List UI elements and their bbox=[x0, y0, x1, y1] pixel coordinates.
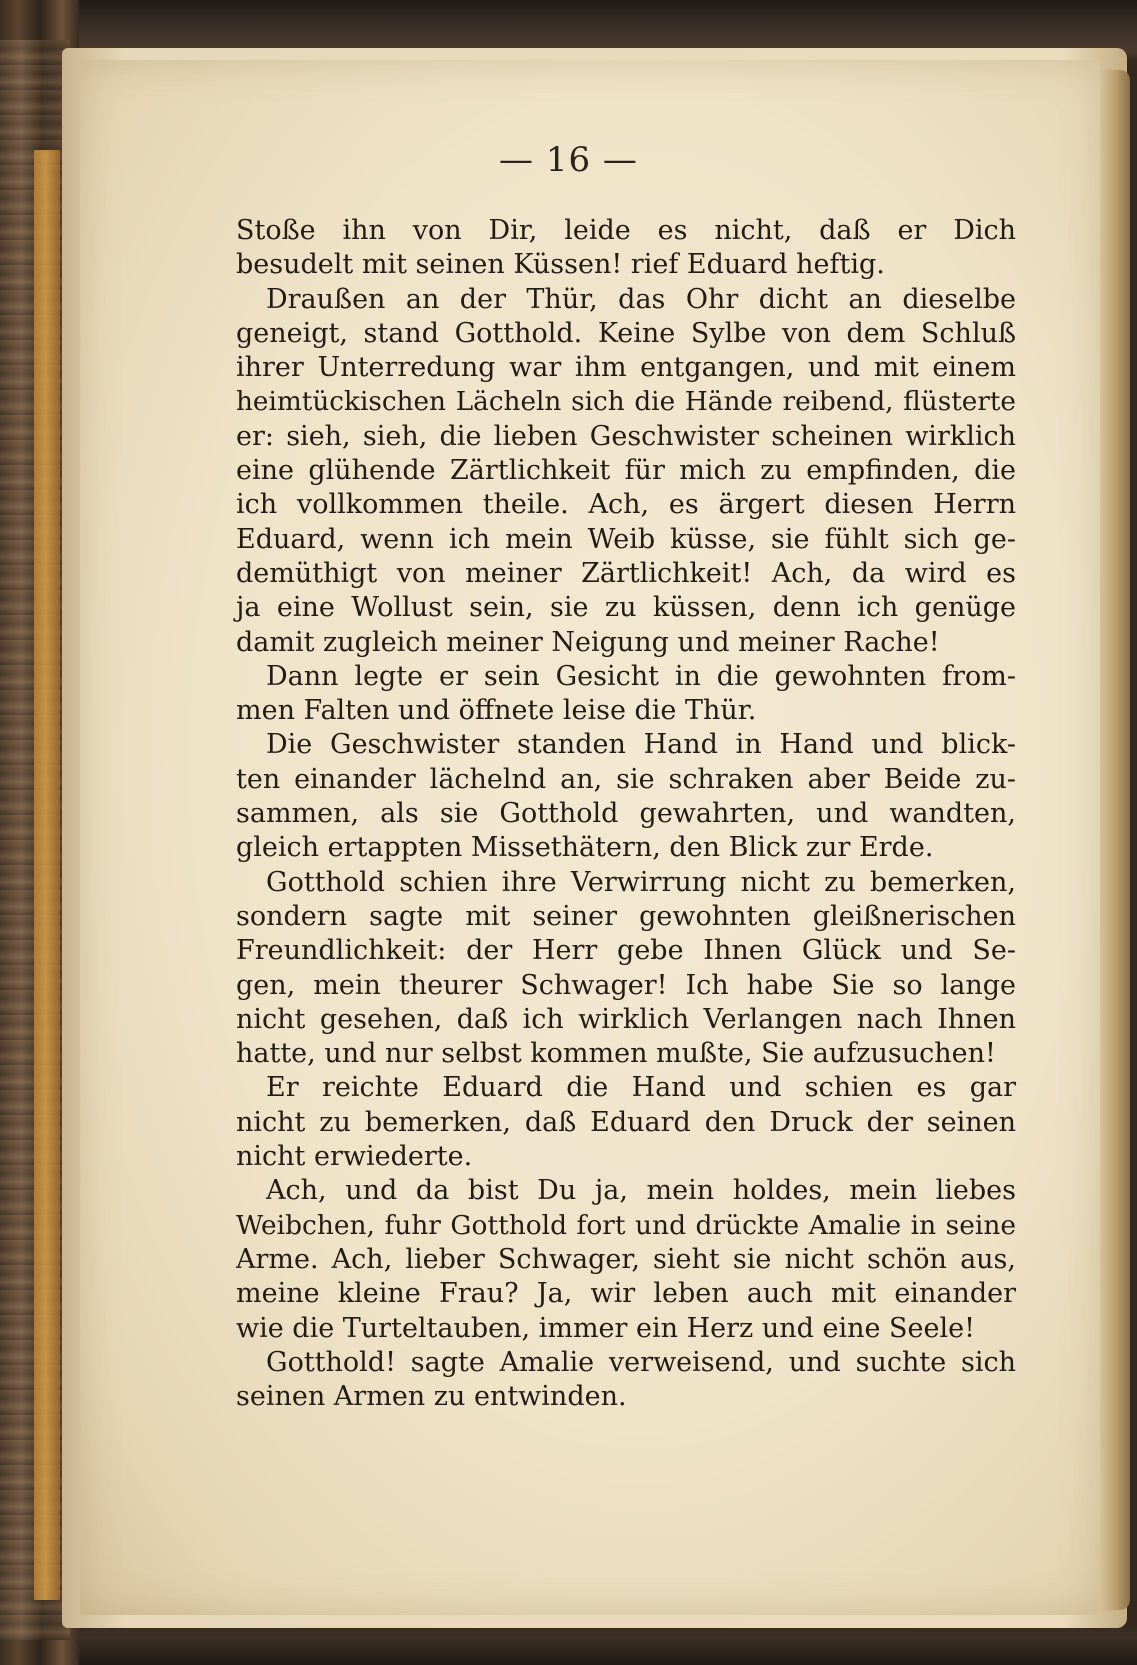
text-line: sondern sagte mit seiner gewohnten gleißnerischen bbox=[236, 900, 1016, 932]
text-line: nicht erwiederte. bbox=[236, 1141, 473, 1173]
text-line: meine kleine Frau? Ja, wir leben auch mit einander bbox=[236, 1278, 1016, 1310]
text-line: ich vollkommen theile. Ach, es ärgert diesen Herrn bbox=[236, 489, 1016, 521]
page-number: — 16 — bbox=[499, 140, 638, 180]
text-line: seinen Armen zu entwinden. bbox=[236, 1381, 627, 1413]
page-right-edge bbox=[1100, 70, 1130, 1610]
spine-edge bbox=[34, 150, 60, 1600]
text-line: Eduard, wenn ich mein Weib küsse, sie fühlt sich ge- bbox=[236, 523, 1016, 555]
text-line: sammen, als sie Gotthold gewahrten, und wandten, bbox=[236, 798, 1016, 830]
text-line: Gotthold! sagte Amalie verweisend, und suchte sich bbox=[266, 1346, 1016, 1378]
body-text bbox=[236, 214, 1016, 1414]
text-line: geneigt, stand Gotthold. Keine Sylbe von dem Schluß bbox=[236, 317, 1016, 349]
text-line: nicht gesehen, daß ich wirklich Verlangen nach Ihnen bbox=[236, 1003, 1016, 1035]
text-line: ihrer Unterredung war ihm entgangen, und mit einem bbox=[236, 352, 1016, 384]
text-line: damit zugleich meiner Neigung und meiner Rache! bbox=[236, 626, 940, 658]
text-line: men Falten und öffnete leise die Thür. bbox=[236, 695, 757, 727]
text-line: Draußen an der Thür, das Ohr dicht an dieselbe bbox=[266, 283, 1016, 315]
text-line: Dann legte er sein Gesicht in die gewohnten from- bbox=[266, 660, 1016, 692]
text-line: ten einander lächelnd an, sie schraken aber Beide zu- bbox=[236, 763, 1016, 795]
text-line: hatte, und nur selbst kommen mußte, Sie aufzusuchen! bbox=[236, 1038, 996, 1070]
text-line: heimtückischen Lächeln sich die Hände reibend, flüsterte bbox=[236, 387, 1016, 418]
text-line: eine glühende Zärtlichkeit für mich zu empfinden, die bbox=[236, 455, 1016, 487]
text-line: Ach, und da bist Du ja, mein holdes, mein liebes bbox=[266, 1175, 1016, 1207]
text-line: ja eine Wollust sein, sie zu küssen, denn ich genüge bbox=[236, 592, 1016, 624]
text-line: Er reichte Eduard die Hand und schien es gar bbox=[266, 1072, 1016, 1104]
text-line: Weibchen, fuhr Gotthold fort und drückte Amalie in seine bbox=[236, 1209, 1016, 1241]
text-line: er: sieh, sieh, die lieben Geschwister scheinen wirklich bbox=[236, 420, 1016, 452]
text-line: gen, mein theurer Schwager! Ich habe Sie so lange bbox=[236, 969, 1016, 1001]
text-line: Stoße ihn von Dir, leide es nicht, daß er Dich bbox=[236, 215, 1016, 246]
text-line: demüthigt von meiner Zärtlichkeit! Ach, da wird es bbox=[236, 557, 1016, 589]
text-line: gleich ertappten Missethätern, den Blick zur Erde. bbox=[236, 832, 934, 864]
text-line: Gotthold schien ihre Verwirrung nicht zu bemerken, bbox=[266, 866, 1016, 898]
text-line: Freundlichkeit: der Herr gebe Ihnen Glück und Se- bbox=[236, 935, 1016, 967]
text-line: Arme. Ach, lieber Schwager, sieht sie nicht schön aus, bbox=[236, 1243, 1016, 1275]
text-line: besudelt mit seinen Küssen! rief Eduard heftig. bbox=[236, 249, 885, 281]
text-line: Die Geschwister standen Hand in Hand und blick- bbox=[266, 729, 1016, 761]
text-line: nicht zu bemerken, daß Eduard den Druck der seinen bbox=[236, 1106, 1016, 1138]
text-line: wie die Turteltauben, immer ein Herz und eine Seele! bbox=[236, 1312, 975, 1344]
